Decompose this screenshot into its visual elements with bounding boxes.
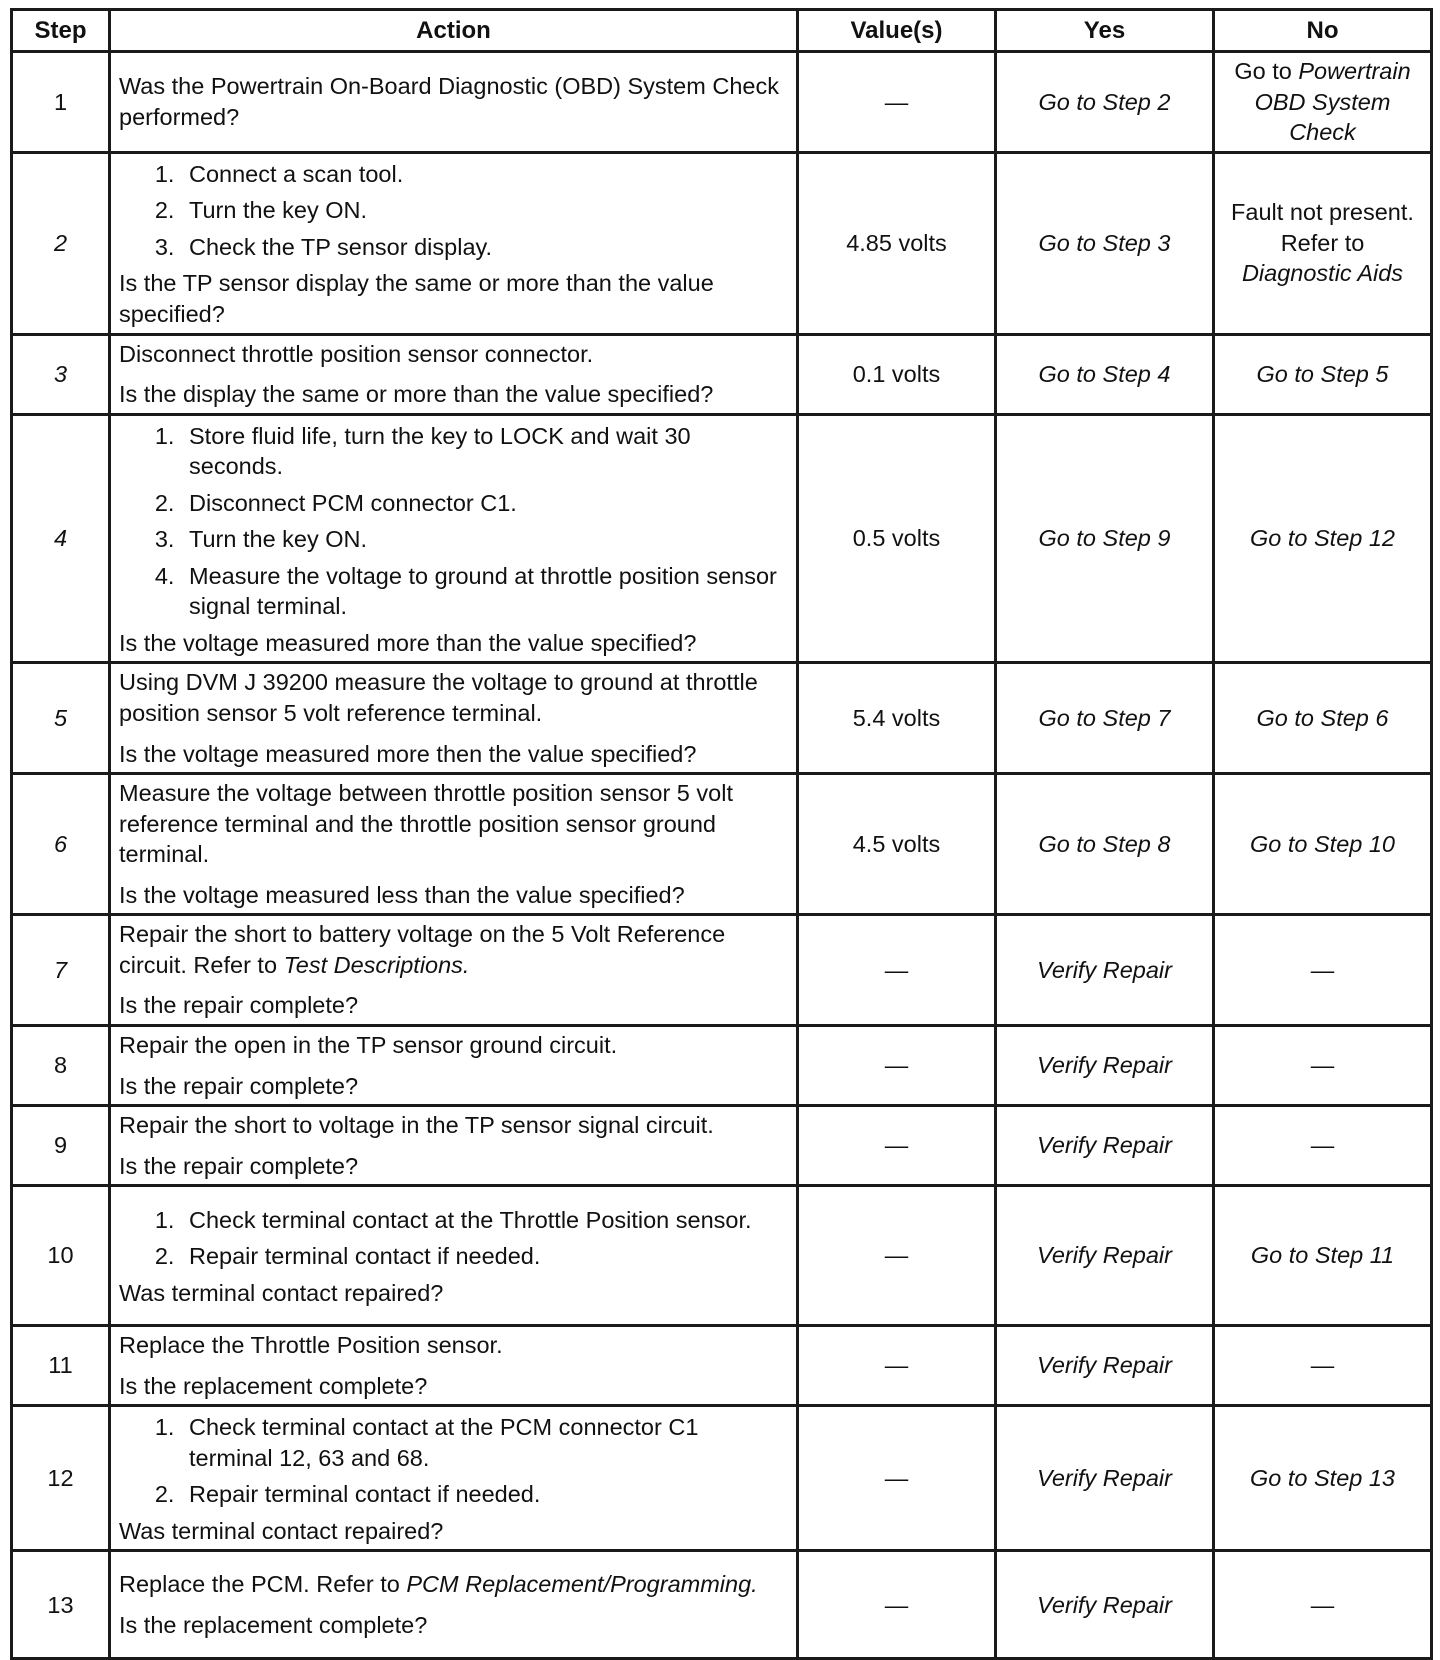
action-step-item: 4. Measure the voltage to ground at throttle position sensor signal terminal. bbox=[181, 561, 788, 622]
value-cell: — bbox=[798, 1186, 996, 1326]
header-action: Action bbox=[110, 10, 798, 52]
action-cell bbox=[110, 52, 798, 153]
action-steps bbox=[119, 1412, 788, 1510]
no-cell bbox=[1214, 52, 1432, 153]
step-number: 11 bbox=[12, 1326, 110, 1406]
action-cell bbox=[110, 1106, 798, 1186]
action-step-item: 2. Repair terminal contact if needed. bbox=[181, 1241, 788, 1272]
action-question: Is the replacement complete? bbox=[119, 1372, 428, 1399]
action-steps bbox=[119, 1205, 788, 1272]
no-prefix: Go to bbox=[1234, 58, 1292, 85]
action-text-main: Repair the short to battery voltage on the 5 Volt Reference circuit. Refer to bbox=[119, 921, 726, 978]
action-step-item: 2. Disconnect PCM connector C1. bbox=[181, 488, 788, 519]
step-number: 12 bbox=[12, 1406, 110, 1551]
header-no: No bbox=[1214, 10, 1432, 52]
action-cell bbox=[110, 152, 798, 334]
yes-cell: Go to Step 9 bbox=[996, 414, 1214, 663]
table-row bbox=[12, 334, 1432, 414]
action-step-item: 1. Store fluid life, turn the key to LOCK and wait 30 seconds. bbox=[181, 421, 788, 482]
header-value: Value(s) bbox=[798, 10, 996, 52]
no-cell: Go to Step 12 bbox=[1214, 414, 1432, 663]
value-cell: — bbox=[798, 1326, 996, 1406]
value-cell: — bbox=[798, 915, 996, 1026]
action-cell bbox=[110, 1186, 798, 1326]
action-cell bbox=[110, 915, 798, 1026]
yes-cell: Verify Repair bbox=[996, 1106, 1214, 1186]
action-question: Was terminal contact repaired? bbox=[119, 1279, 444, 1306]
action-cell bbox=[110, 1406, 798, 1551]
step-number: 3 bbox=[12, 334, 110, 414]
step-number: 1 bbox=[12, 52, 110, 153]
action-question: Is the repair complete? bbox=[119, 992, 359, 1019]
action-question: Is the display the same or more than the value specified? bbox=[119, 381, 714, 408]
diagnostic-table bbox=[10, 8, 1433, 1660]
action-cell bbox=[110, 414, 798, 663]
header-yes: Yes bbox=[996, 10, 1214, 52]
value-cell: 5.4 volts bbox=[798, 663, 996, 774]
yes-cell: Go to Step 8 bbox=[996, 774, 1214, 915]
step-number: 9 bbox=[12, 1106, 110, 1186]
table-row bbox=[12, 1106, 1432, 1186]
action-text bbox=[119, 1569, 788, 1600]
action-cell bbox=[110, 663, 798, 774]
action-step-item: 3. Check the TP sensor display. bbox=[181, 232, 788, 263]
no-link: Powertrain OBD System Check bbox=[1254, 58, 1411, 146]
table-row bbox=[12, 1186, 1432, 1326]
action-question: Is the repair complete? bbox=[119, 1152, 359, 1179]
step-number: 10 bbox=[12, 1186, 110, 1326]
step-number: 5 bbox=[12, 663, 110, 774]
value-cell: — bbox=[798, 1025, 996, 1105]
table-row bbox=[12, 414, 1432, 663]
action-cell bbox=[110, 1551, 798, 1659]
action-cell bbox=[110, 774, 798, 915]
action-cell bbox=[110, 334, 798, 414]
value-cell: — bbox=[798, 1106, 996, 1186]
step-number: 4 bbox=[12, 414, 110, 663]
action-text: Disconnect throttle position sensor connector. bbox=[119, 340, 594, 367]
action-step-item: 1. Check terminal contact at the PCM connector C1 terminal 12, 63 and 68. bbox=[181, 1412, 788, 1473]
value-cell: 0.1 volts bbox=[798, 334, 996, 414]
action-question: Is the voltage measured less than the value specified? bbox=[119, 881, 685, 908]
yes-cell: Verify Repair bbox=[996, 1406, 1214, 1551]
action-question: Is the TP sensor display the same or more than the value specified? bbox=[119, 270, 714, 328]
yes-cell: Verify Repair bbox=[996, 1326, 1214, 1406]
value-cell: — bbox=[798, 52, 996, 153]
action-question: Is the voltage measured more than the value specified? bbox=[119, 629, 697, 656]
table-row bbox=[12, 1551, 1432, 1659]
no-cell: — bbox=[1214, 1326, 1432, 1406]
action-steps bbox=[119, 159, 788, 263]
table-row bbox=[12, 152, 1432, 334]
action-step-item: 2. Repair terminal contact if needed. bbox=[181, 1479, 788, 1510]
yes-cell: Go to Step 4 bbox=[996, 334, 1214, 414]
no-cell: Go to Step 6 bbox=[1214, 663, 1432, 774]
no-cell: — bbox=[1214, 1551, 1432, 1659]
no-cell: Go to Step 11 bbox=[1214, 1186, 1432, 1326]
yes-cell: Verify Repair bbox=[996, 1551, 1214, 1659]
table-row bbox=[12, 1326, 1432, 1406]
action-steps bbox=[119, 421, 788, 622]
value-cell: 4.5 volts bbox=[798, 774, 996, 915]
value-cell: 4.85 volts bbox=[798, 152, 996, 334]
no-cell: Go to Step 10 bbox=[1214, 774, 1432, 915]
header-row bbox=[12, 10, 1432, 52]
action-text: Repair the open in the TP sensor ground circuit. bbox=[119, 1031, 618, 1058]
header-step: Step bbox=[12, 10, 110, 52]
no-text: Fault not present. Refer to bbox=[1231, 199, 1414, 256]
no-cell: — bbox=[1214, 1106, 1432, 1186]
no-cell: — bbox=[1214, 915, 1432, 1026]
step-number: 7 bbox=[12, 915, 110, 1026]
action-question: Is the voltage measured more then the value specified? bbox=[119, 740, 697, 767]
action-cell bbox=[110, 1326, 798, 1406]
yes-cell: Go to Step 2 bbox=[996, 52, 1214, 153]
action-text-reference: Test Descriptions. bbox=[283, 951, 470, 978]
action-question: Is the replacement complete? bbox=[119, 1611, 428, 1638]
no-cell: Go to Step 5 bbox=[1214, 334, 1432, 414]
table-row bbox=[12, 1025, 1432, 1105]
table-row bbox=[12, 774, 1432, 915]
yes-cell: Verify Repair bbox=[996, 1025, 1214, 1105]
action-text: Replace the Throttle Position sensor. bbox=[119, 1332, 503, 1359]
step-number: 13 bbox=[12, 1551, 110, 1659]
table-row bbox=[12, 52, 1432, 153]
action-step-item: 1. Connect a scan tool. bbox=[181, 159, 788, 190]
action-text: Was the Powertrain On-Board Diagnostic (OBD) System Check performed? bbox=[119, 73, 779, 130]
no-cell: Go to Step 13 bbox=[1214, 1406, 1432, 1551]
yes-cell: Go to Step 3 bbox=[996, 152, 1214, 334]
table-row bbox=[12, 663, 1432, 774]
no-link: Diagnostic Aids bbox=[1241, 260, 1404, 287]
action-text: Measure the voltage between throttle position sensor 5 volt reference terminal and the throttle position sensor ground terminal. bbox=[119, 780, 733, 868]
no-cell: — bbox=[1214, 1025, 1432, 1105]
step-number: 8 bbox=[12, 1025, 110, 1105]
action-text: Using DVM J 39200 measure the voltage to ground at throttle position sensor 5 volt reference terminal. bbox=[119, 669, 758, 727]
action-text-main: Replace the PCM. Refer to bbox=[119, 1571, 400, 1598]
value-cell: — bbox=[798, 1406, 996, 1551]
action-question: Is the repair complete? bbox=[119, 1072, 359, 1099]
yes-cell: Verify Repair bbox=[996, 915, 1214, 1026]
value-cell: — bbox=[798, 1551, 996, 1659]
action-question: Was terminal contact repaired? bbox=[119, 1517, 444, 1544]
yes-cell: Verify Repair bbox=[996, 1186, 1214, 1326]
table-row bbox=[12, 1406, 1432, 1551]
action-text: Repair the short to voltage in the TP sensor signal circuit. bbox=[119, 1112, 714, 1139]
table-row bbox=[12, 915, 1432, 1026]
value-cell: 0.5 volts bbox=[798, 414, 996, 663]
yes-cell: Go to Step 7 bbox=[996, 663, 1214, 774]
action-step-item: 2. Turn the key ON. bbox=[181, 195, 788, 226]
action-text bbox=[119, 919, 788, 980]
action-step-item: 1. Check terminal contact at the Throttle Position sensor. bbox=[181, 1205, 788, 1236]
action-cell bbox=[110, 1025, 798, 1105]
action-step-item: 3. Turn the key ON. bbox=[181, 524, 788, 555]
step-number: 2 bbox=[12, 152, 110, 334]
action-text-reference: PCM Replacement/Programming. bbox=[406, 1571, 758, 1598]
no-cell bbox=[1214, 152, 1432, 334]
step-number: 6 bbox=[12, 774, 110, 915]
